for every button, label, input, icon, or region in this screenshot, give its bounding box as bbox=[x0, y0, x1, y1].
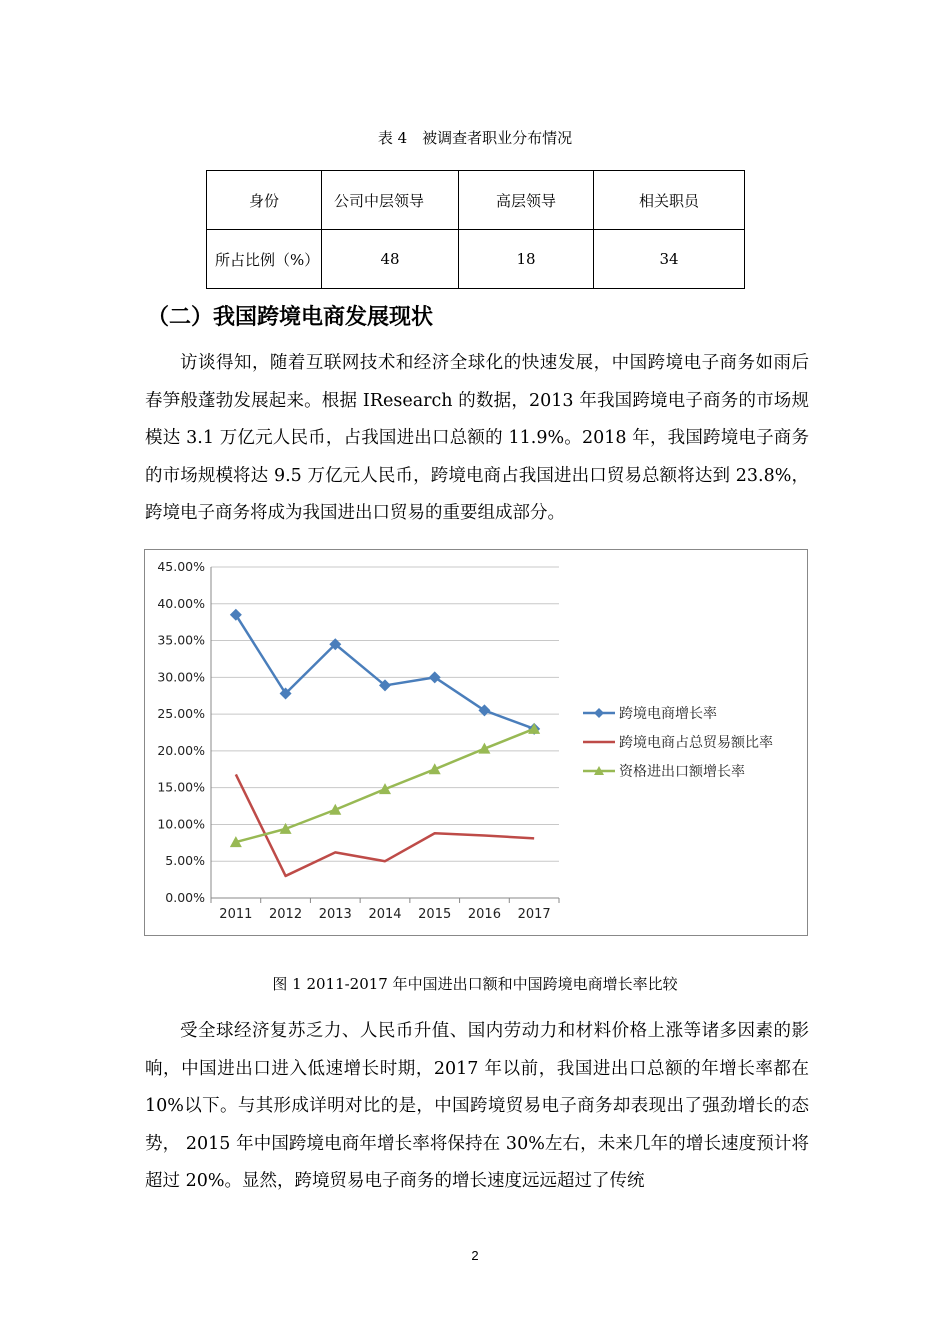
paragraph-2 bbox=[145, 1013, 809, 1201]
y-tick-label: 20.00% bbox=[157, 742, 205, 758]
table-cell: 48 bbox=[322, 230, 459, 289]
y-tick-label: 5.00% bbox=[165, 853, 205, 869]
table-header-cell: 相关职员 bbox=[594, 171, 745, 230]
paragraph-text: 受全球经济复苏乏力、人民币升值、国内劳动力和材料价格上涨等诸多因素的影响，中国进出口进入低速增长时期，2017 年以前，我国进出口总额的年增长率都在 10%以下。与其形成详明对比的是，中国跨境贸易电子商务却表现出了强劲增长的态势， 2015 年中国跨境电商年增长率将保持在 30%左右，未来几年的增长速度预计将超过 20%。显然，跨境贸易电子商务的增长速度远远超过了传统 bbox=[145, 1021, 809, 1191]
y-tick-label: 0.00% bbox=[165, 890, 205, 905]
legend-label: 跨境电商增长率 bbox=[619, 706, 717, 722]
y-tick-label: 35.00% bbox=[157, 632, 205, 648]
section-heading: （二）我国跨境电商发展现状 bbox=[147, 305, 434, 330]
y-tick-label: 30.00% bbox=[157, 669, 205, 685]
growth-rate-chart bbox=[144, 549, 808, 936]
table-header-row bbox=[207, 171, 745, 230]
y-tick-label: 15.00% bbox=[157, 779, 205, 795]
x-tick-label: 2016 bbox=[467, 907, 501, 922]
y-tick-label: 25.00% bbox=[157, 706, 205, 722]
page-number: 2 bbox=[471, 1248, 479, 1263]
y-tick-label: 40.00% bbox=[157, 595, 205, 611]
y-tick-label: 45.00% bbox=[157, 559, 205, 574]
legend-label: 跨境电商占总贸易额比率 bbox=[619, 735, 773, 751]
figure-caption: 图 1 2011-2017 年中国进出口额和中国跨境电商增长率比较 bbox=[272, 975, 678, 993]
table-header-cell: 高层领导 bbox=[459, 171, 594, 230]
x-tick-label: 2015 bbox=[418, 907, 452, 922]
x-tick-label: 2013 bbox=[318, 907, 352, 922]
x-tick-label: 2011 bbox=[219, 907, 253, 922]
y-tick-label: 10.00% bbox=[157, 816, 205, 832]
table-header-cell: 公司中层领导 bbox=[322, 171, 459, 230]
x-tick-label: 2014 bbox=[368, 907, 402, 922]
x-tick-label: 2017 bbox=[517, 907, 551, 922]
occupation-table bbox=[206, 170, 745, 289]
table-cell: 18 bbox=[459, 230, 594, 289]
table-row-label: 所占比例（%） bbox=[207, 230, 322, 289]
table-row bbox=[207, 230, 745, 289]
x-tick-label: 2012 bbox=[269, 907, 303, 922]
series-line bbox=[236, 615, 534, 729]
data-point-diamond bbox=[230, 609, 242, 621]
legend-marker bbox=[594, 708, 604, 718]
table-caption: 表 4 被调查者职业分布情况 bbox=[377, 129, 573, 147]
paragraph-1 bbox=[145, 345, 809, 533]
paragraph-text: 访谈得知，随着互联网技术和经济全球化的快速发展，中国跨境电子商务如雨后春笋般蓬勃发展起来。根据 IResearch 的数据，2013 年我国跨境电子商务的市场规模达 3.1 万亿元人民币，占我国进出口总额的 11.9%。2018 年，我国跨境电子商务的市场规模将达 9.5 万亿元人民币，跨境电商占我国进出口贸易总额将达到 23.8%，跨境电子商务将成为我国进出口贸易的重要组成部分。 bbox=[145, 353, 809, 523]
table-header-cell: 身份 bbox=[207, 171, 322, 230]
legend-label: 资格进出口额增长率 bbox=[619, 764, 745, 780]
table-cell: 34 bbox=[594, 230, 745, 289]
chart-svg bbox=[145, 550, 807, 935]
